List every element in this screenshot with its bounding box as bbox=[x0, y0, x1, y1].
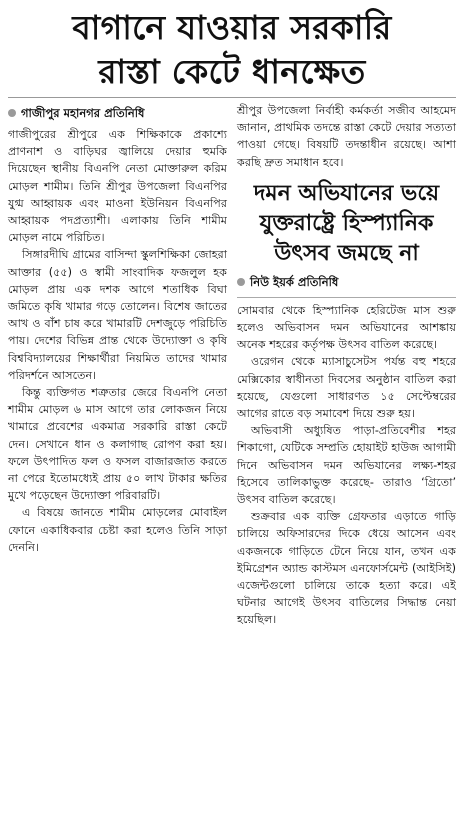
second-paragraph-4: শুক্রবার এক ব্যক্তি গ্রেফতার এড়াতে গাড়ি চালিয়ে অফিসারদের দিকে ধেয়ে আসেন এবং একজনকে গাড়িতে টেনে নিয়ে যান, তখন এক ইমিগ্রেশন অ্যান্ড কাস্টমস এনফোর্সমেন্ট (আইসিই) এজেন্টগুলো চালিয়ে তাকে হত্যা করে। এই ঘটনার আগেই উৎসব বাতিলের সিদ্ধান্ত নেয়া হয়েছিল। bbox=[237, 510, 456, 627]
second-byline bbox=[237, 273, 456, 291]
left-column bbox=[8, 102, 227, 629]
main-headline-line-2: রাস্তা কেটে ধানক্ষেত bbox=[98, 52, 366, 91]
second-paragraph-3: অভিবাসী অধ্যুষিত পাড়া-প্রতিবেশীর শহর শিকাগো, যেটিকে সম্প্রতি হোয়াইট হাউজ আগামী দিনে অভিবাসন দমন অভিযানের লক্ষ্য-শহর হিসেবে তালিকাভুক্ত করেছে- তারাও ‘গ্রিতো’ উৎসব বাতিল করেছে। bbox=[237, 424, 456, 507]
main-paragraph-2: সিঙ্গারদীঘি গ্রামের বাসিন্দা স্কুলশিক্ষিকা জোহরা আক্তার (৫৫) ও স্বামী সাংবাদিক ফজলুল হক মোড়ল প্রায় এক দশক আগে শতাধিক বিঘা জমিতে কৃষি খামার গড়ে তোলেন। বিশেষ জাতের আখ ও বাঁশ চাষ করে খামারটি দেশজুড়ে পরিচিতি পায়। দেশের বিভিন্ন প্রান্ত থেকে উদ্যোক্তা ও কৃষি বিশ্ববিদ্যালয়ের শিক্ষার্থীরা নিয়মিত তাদের খামার পরিদর্শনে আসতেন। bbox=[8, 248, 227, 382]
bullet-icon bbox=[237, 278, 245, 286]
bullet-icon bbox=[8, 109, 16, 117]
second-paragraph-2: ওরেগন থেকে ম্যাসাচুসেটস পর্যন্ত বহু শহরে মেক্সিকোর স্বাধীনতা দিবসের অনুষ্ঠান বাতিল করা হয়েছে, যেগুলো সাধারণত ১৫ সেপ্টেম্বরের আগের রাতে বড় সমাবেশ দিয়ে শুরু হয়। bbox=[237, 355, 456, 421]
article-columns bbox=[8, 102, 456, 629]
second-headline-line-1: দমন অভিযানের ভয়ে bbox=[253, 180, 440, 206]
main-paragraph-1: গাজীপুরের শ্রীপুরে এক শিক্ষিকাকে প্রকাশ্যে প্রাণনাশ ও বাড়িঘর জ্বালিয়ে দেয়ার হুমকি দিয়েছেন স্থানীয় বিএনপি নেতা মোক্তারুল করিম মোড়ল শামীম। তিনি শ্রীপুর উপজেলা বিএনপির যুগ্ম আহ্বায়ক এবং মাওনা ইউনিয়ন বিএনপির আহ্বায়ক পদপ্রত্যাশী। এলাকায় তিনি শামীম মোড়ল নামে পরিচিত। bbox=[8, 128, 227, 245]
headline-divider bbox=[8, 97, 456, 98]
main-article-continuation bbox=[237, 102, 456, 171]
main-paragraph-3: কিন্তু ব্যক্তিগত শত্রুতার জেরে বিএনপি নেতা শামীম মোড়ল ৬ মাস আগে তার লোকজন নিয়ে খামারে প্রবেশের একমাত্র সরকারি রাস্তা কেটে দেন। সেখানে ধান ও কলাগাছ রোপণ করা হয়। ফলে উৎপাদিত ফল ও ফসল বাজারজাত করতে না পেরে ইতোমধ্যেই প্রায় ৫০ লাখ টাকার ক্ষতির মুখে পড়েছেন উদ্যোক্তা পরিবারটি। bbox=[8, 386, 227, 503]
second-headline-line-2: যুক্তরাষ্ট্রে হিস্প্যানিক bbox=[259, 210, 434, 236]
main-article-body bbox=[8, 126, 227, 556]
main-paragraph-5: শ্রীপুর উপজেলা নির্বাহী কর্মকর্তা সজীব আহমেদ জানান, প্রাথমিক তদন্তে রাস্তা কেটে দেয়ার সত্যতা পাওয়া গেছে। বিষয়টি তদন্তাধীন রয়েছে। আশা করছি দ্রুত সমাধান হবে। bbox=[237, 104, 456, 169]
main-paragraph-4: এ বিষয়ে জানতে শামীম মোড়লের মোবাইল ফোনে একাধিকবার চেষ্টা করা হলেও তিনি সাড়া দেননি। bbox=[8, 506, 227, 554]
main-headline-line-1: বাগানে যাওয়ার সরকারি bbox=[72, 8, 392, 47]
second-headline bbox=[237, 179, 456, 269]
second-article-body bbox=[237, 302, 456, 629]
second-paragraph-1: সোমবার থেকে হিস্প্যানিক হেরিটেজ মাস শুরু হলেও অভিবাসন দমন অভিযানের আশঙ্কায় অনেক শহরের কর্তৃপক্ষ উৎসব বাতিল করেছে। bbox=[237, 303, 456, 352]
second-byline-text: নিউ ইয়র্ক প্রতিনিধি bbox=[250, 274, 339, 289]
main-headline bbox=[8, 6, 456, 94]
main-byline-text: গাজীপুর মহানগর প্রতিনিধি bbox=[21, 106, 145, 120]
right-column bbox=[237, 102, 456, 629]
second-headline-line-3: উৎসব জমছে না bbox=[274, 240, 419, 266]
byline-divider bbox=[237, 297, 456, 298]
main-byline bbox=[8, 104, 227, 122]
